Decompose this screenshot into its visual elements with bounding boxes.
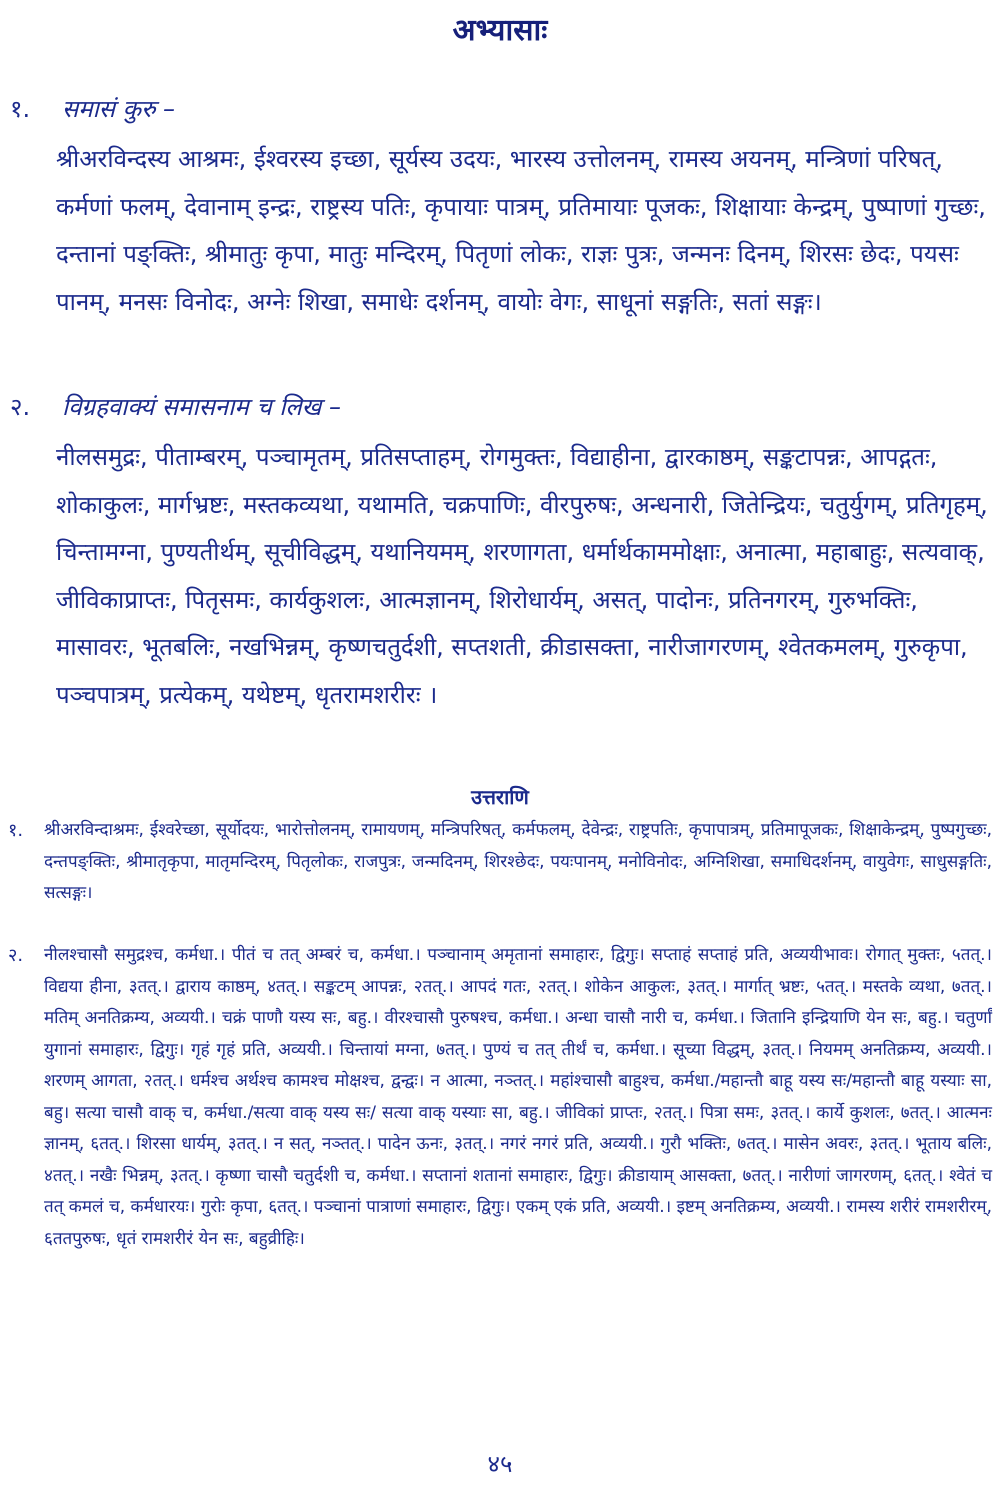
answer-2	[8, 940, 992, 1255]
page-number: ४५	[487, 1450, 513, 1478]
exercise-2-instruction: विग्रहवाक्यं समासनाम च लिख –	[62, 393, 341, 421]
exercise-2-heading	[10, 390, 341, 423]
exercise-1-number: १.	[10, 95, 31, 123]
answer-1-number: १.	[8, 820, 24, 841]
answers-title: उत्तराणि	[471, 785, 529, 809]
exercise-1-text: श्रीअरविन्दस्य आश्रमः, ईश्वरस्य इच्छा, सूर्यस्य उदयः, भारस्य उत्तोलनम्, रामस्य अयनम्, मन्त्रिणां परिषत्, कर्मणां फलम्, देवानाम् इन्द्रः, राष्ट्रस्य पतिः, कृपायाः पात्रम्, प्रतिमायाः पूजकः, शिक्षायाः केन्द्रम्, पुष्पाणां गुच्छः, दन्तानां पङ्क्तिः, श्रीमातुः कृपा, मातुः मन्दिरम्, पितृणां लोकः, राज्ञः पुत्रः, जन्मनः दिनम्, शिरसः छेदः, पयसः पानम्, मनसः विनोदः, अग्नेः शिखा, समाधेः दर्शनम्, वायोः वेगः, साधूनां सङ्गतिः, सतां सङ्गः।	[56, 145, 986, 316]
exercise-2-number: २.	[10, 393, 31, 421]
page-title: अभ्यासाः	[452, 13, 548, 48]
exercise-1-heading	[10, 92, 175, 125]
answer-1-text: श्रीअरविन्दाश्रमः, ईश्वरेच्छा, सूर्योदयः, भारोत्तोलनम्, रामायणम्, मन्त्रिपरिषत्, कर्मफलम्, देवेन्द्रः, राष्ट्रपतिः, कृपापात्रम्, प्रतिमापूजकः, शिक्षाकेन्द्रम्, पुष्पगुच्छः, दन्तपङ्क्तिः, श्रीमातृकृपा, मातृमन्दिरम्, पितृलोकः, राजपुत्रः, जन्मदिनम्, शिरश्छेदः, पयःपानम्, मनोविनोदः, अग्निशिखा, समाधिदर्शनम्, वायुवेगः, साधुसङ्गतिः, सत्सङ्गः।	[44, 820, 992, 903]
answer-1	[8, 815, 992, 910]
answer-2-number: २.	[8, 945, 24, 966]
exercise-2-text: नीलसमुद्रः, पीताम्बरम्, पञ्चामृतम्, प्रतिसप्ताहम्, रोगमुक्तः, विद्याहीना, द्वारकाष्ठम्, सङ्कटापन्नः, आपद्गतः, शोकाकुलः, मार्गभ्रष्टः, मस्तकव्यथा, यथामति, चक्रपाणिः, वीरपुरुषः, अन्धनारी, जितेन्द्रियः, चतुर्युगम्, प्रतिगृहम्, चिन्तामग्ना, पुण्यतीर्थम्, सूचीविद्धम्, यथानियमम्, शरणागता, धर्मार्थकाममोक्षाः, अनात्मा, महाबाहुः, सत्यवाक्, जीविकाप्राप्तः, पितृसमः, कार्यकुशलः, आत्मज्ञानम्, शिरोधार्यम्, असत्, पादोनः, प्रतिनगरम्, गुरुभक्तिः, मासावरः, भूतबलिः, नखभिन्नम्, कृष्णचतुर्दशी, सप्तशती, क्रीडासक्ता, नारीजागरणम्, श्वेतकमलम्, गुरुकृपा, पञ्चपात्रम्, प्रत्येकम्, यथेष्टम्, धृतरामशरीरः ।	[56, 443, 988, 709]
answer-2-text: नीलश्चासौ समुद्रश्च, कर्मधा.। पीतं च तत् अम्बरं च, कर्मधा.। पञ्चानाम् अमृतानां समाहारः, द्विगुः। सप्ताहं सप्ताहं प्रति, अव्ययीभावः। रोगात् मुक्तः, ५तत्.। विद्यया हीना, ३तत्.। द्वाराय काष्ठम्, ४तत्.। सङ्कटम् आपन्नः, २तत्.। आपदं गतः, २तत्.। शोकेन आकुलः, ३तत्.। मार्गात् भ्रष्टः, ५तत्.। मस्तके व्यथा, ७तत्.। मतिम् अनतिक्रम्य, अव्ययी.। चक्रं पाणौ यस्य सः, बहु.। वीरश्चासौ पुरुषश्च, कर्मधा.। अन्धा चासौ नारी च, कर्मधा.। जितानि इन्द्रियाणि येन सः, बहु.। चतुर्णां युगानां समाहारः, द्विगुः। गृहं गृहं प्रति, अव्ययी.। चिन्तायां मग्ना, ७तत्.। पुण्यं च तत् तीर्थं च, कर्मधा.। सूच्या विद्धम्, ३तत्.। नियमम् अनतिक्रम्य, अव्ययी.। शरणम् आगता, २तत्.। धर्मश्च अर्थश्च कामश्च मोक्षश्च, द्वन्द्वः। न आत्मा, नञ्तत्.। महांश्चासौ बाहुश्च, कर्मधा./महान्तौ बाहू यस्य सः/महान्तौ बाहू यस्याः सा, बहु। सत्या चासौ वाक् च, कर्मधा./सत्या वाक् यस्य सः/ सत्या वाक् यस्याः सा, बहु.। जीविकां प्राप्तः, २तत्.। पित्रा समः, ३तत्.। कार्ये कुशलः, ७तत्.। आत्मनः ज्ञानम्, ६तत्.। शिरसा धार्यम्, ३तत्.। न सत्, नञ्तत्.। पादेन ऊनः, ३तत्.। नगरं नगरं प्रति, अव्ययी.। गुरौ भक्तिः, ७तत्.। मासेन अवरः, ३तत्.। भूताय बलिः, ४तत्.। नखैः भिन्नम्, ३तत्.। कृष्णा चासौ चतुर्दशी च, कर्मधा.। सप्तानां शतानां समाहारः, द्विगुः। क्रीडायाम् आसक्ता, ७तत्.। नारीणां जागरणम्, ६तत्.। श्वेतं च तत् कमलं च, कर्मधारयः। गुरोः कृपा, ६तत्.। पञ्चानां पात्राणां समाहारः, द्विगुः। एकम् एकं प्रति, अव्ययी.। इष्टम् अनतिक्रम्य, अव्ययी.। रामस्य शरीरं रामशरीरम्, ६ततपुरुषः, धृतं रामशरीरं येन सः, बहुव्रीहिः।	[44, 945, 992, 1249]
exercise-1-instruction: समासं कुरु –	[62, 95, 176, 123]
